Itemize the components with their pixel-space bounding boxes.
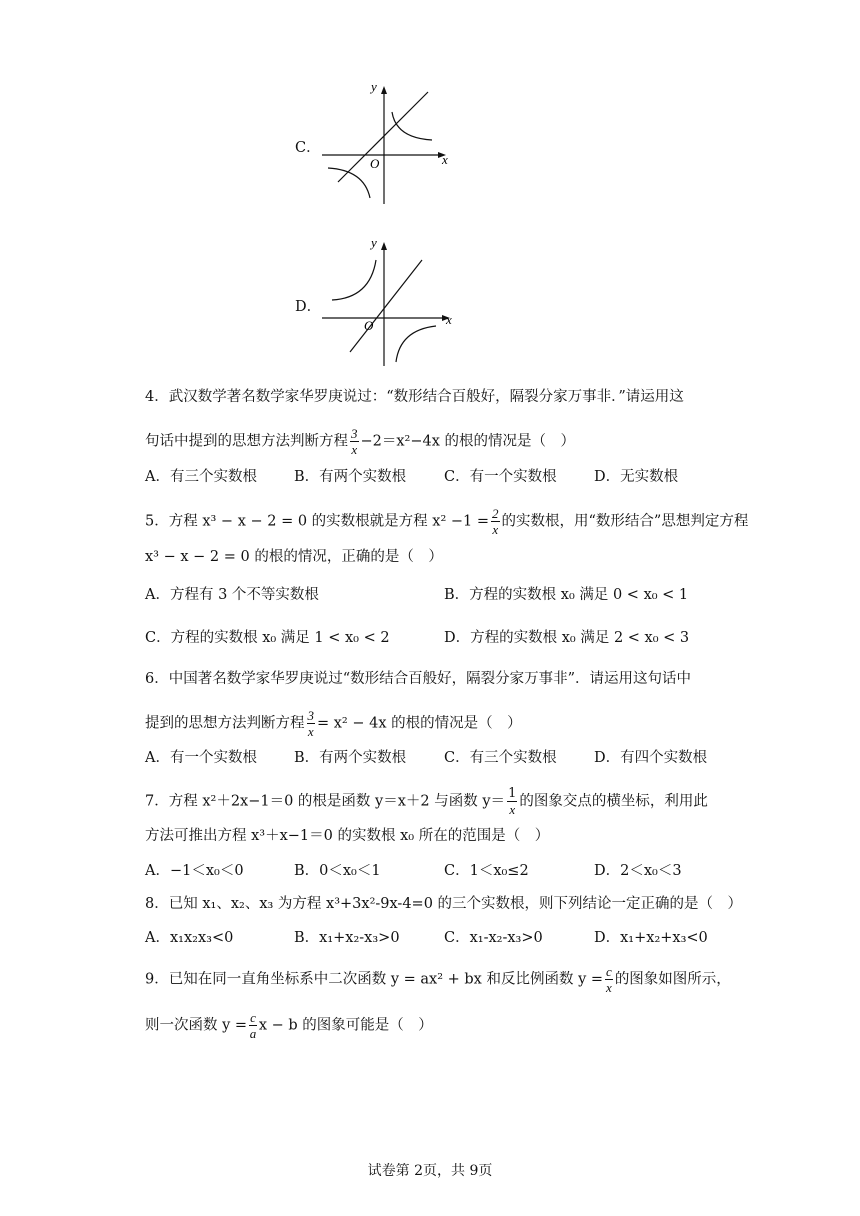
q5-option-b[interactable]: B．方程的实数根 x₀ 满足 0 < x₀ < 1: [444, 587, 689, 603]
hyperbola-branch-q2: [332, 260, 376, 300]
q7-line1-post: 的图象交点的横坐标，利用此: [519, 793, 708, 810]
q9-line1: [145, 964, 731, 995]
q5-option-c[interactable]: C．方程的实数根 x₀ 满足 1 < x₀ < 2: [145, 630, 390, 646]
page-footer: 试卷第 2页，共 9页: [367, 1163, 493, 1179]
q7-line1-pre: 7．方程 x²＋2x−1＝0 的根是函数 y＝x＋2 与函数 y＝: [145, 793, 506, 810]
q6-line2: [145, 708, 522, 739]
q5-line1-pre: 5．方程 x³ − x − 2 = 0 的实数根就是方程 x² −1 =: [145, 513, 490, 530]
hyperbola-branch-q4: [396, 326, 436, 362]
q6-line2-post: = x² − 4x 的根的情况是（ ）: [317, 715, 522, 732]
q6-option-c[interactable]: C．有三个实数根: [444, 750, 557, 766]
q4-frac-num: 3: [351, 426, 358, 441]
q4-option-a[interactable]: A．有三个实数根: [145, 469, 257, 485]
q9-line1-post: 的图象如图所示，: [614, 971, 731, 988]
q8-option-a[interactable]: A．x₁x₂x₃<0: [145, 930, 234, 946]
q6-frac-den: x: [307, 724, 314, 739]
linear-function-line: [350, 260, 422, 352]
q4-line2-pre: 句话中提到的思想方法判断方程: [145, 433, 348, 450]
q8-line1: 8．已知 x₁、x₂、x₃ 为方程 x³+3x²-9x-4=0 的三个实数根，则下列结论一定正确的是（ ）: [145, 896, 743, 912]
graph-c: [320, 78, 455, 208]
q7-line1: [145, 786, 708, 817]
origin-label: O: [370, 156, 380, 171]
graph-c-label: C．: [295, 140, 321, 156]
q5-line1: [145, 506, 748, 537]
q7-frac-num: 1: [508, 786, 517, 801]
q9-fraction-2: [249, 1010, 257, 1041]
q9-line2-post: x − b 的图象可能是（ ）: [258, 1017, 433, 1034]
q9-line2-pre: 则一次函数 y =: [145, 1017, 248, 1034]
q4-line2-post: −2＝x²−4x 的根的情况是（ ）: [360, 433, 576, 450]
axis-x-label: x: [442, 152, 448, 167]
q7-option-b[interactable]: B．0＜x₀＜1: [294, 863, 381, 879]
y-axis-arrow: [381, 86, 387, 94]
q9-frac2-den: a: [249, 1026, 257, 1041]
q9-frac1-den: x: [606, 980, 612, 995]
q9-line2: [145, 1010, 433, 1041]
q5-frac-den: x: [492, 522, 499, 537]
q5-line2: x³ − x − 2 = 0 的根的情况，正确的是（ ）: [145, 549, 443, 565]
q4-option-b[interactable]: B．有两个实数根: [294, 469, 407, 485]
axis-y-label: y: [371, 79, 377, 94]
q4-option-c[interactable]: C．有一个实数根: [444, 469, 557, 485]
q4-option-d[interactable]: D．无实数根: [594, 469, 679, 485]
q5-option-d[interactable]: D．方程的实数根 x₀ 满足 2 < x₀ < 3: [444, 630, 690, 646]
axis-y-label: y: [371, 235, 377, 250]
q9-fraction-1: [605, 964, 613, 995]
q7-option-a[interactable]: A．−1＜x₀＜0: [145, 863, 244, 879]
origin-label: O: [364, 318, 374, 333]
q4-frac-den: x: [351, 442, 358, 457]
q6-option-d[interactable]: D．有四个实数根: [594, 750, 708, 766]
graph-d: [320, 234, 455, 369]
q9-line1-pre: 9．已知在同一直角坐标系中二次函数 y = ax² + bx 和反比例函数 y =: [145, 971, 604, 988]
q8-option-c[interactable]: C．x₁-x₂-x₃>0: [444, 930, 543, 946]
axis-x-label: x: [446, 312, 452, 327]
q5-line1-post: 的实数根，用“数形结合”思想判定方程: [501, 513, 749, 530]
q7-line2: 方法可推出方程 x³＋x−1＝0 的实数根 x₀ 所在的范围是（ ）: [145, 828, 550, 844]
q6-option-a[interactable]: A．有一个实数根: [145, 750, 257, 766]
q7-frac-den: x: [509, 802, 516, 817]
q7-option-d[interactable]: D．2＜x₀＜3: [594, 863, 682, 879]
hyperbola-branch-q3: [328, 168, 370, 198]
q6-option-b[interactable]: B．有两个实数根: [294, 750, 407, 766]
q6-line2-pre: 提到的思想方法判断方程: [145, 715, 305, 732]
q8-option-b[interactable]: B．x₁+x₂-x₃>0: [294, 930, 400, 946]
q4-line1: 4．武汉数学著名数学家华罗庚说过：“数形结合百般好，隔裂分家万事非．”请运用这: [145, 389, 684, 405]
q8-option-d[interactable]: D．x₁+x₂+x₃<0: [594, 930, 708, 946]
q5-fraction: [491, 506, 500, 537]
q7-fraction: [507, 786, 517, 817]
q7-option-c[interactable]: C．1＜x₀≤2: [444, 863, 529, 879]
hyperbola-branch-q1: [392, 112, 432, 140]
q6-line1: 6．中国著名数学家华罗庚说过“数形结合百般好，隔裂分家万事非”．请运用这句话中: [145, 671, 692, 687]
y-axis-arrow: [381, 242, 387, 250]
q6-frac-num: 3: [307, 708, 314, 723]
q5-frac-num: 2: [492, 506, 499, 521]
q5-option-a[interactable]: A．方程有 3 个不等实数根: [145, 587, 319, 603]
q9-frac2-num: c: [250, 1010, 256, 1025]
q4-fraction: [350, 426, 359, 457]
graph-d-label: D．: [295, 299, 322, 315]
q9-frac1-num: c: [606, 964, 612, 979]
q6-fraction: [307, 708, 316, 739]
q4-line2: [145, 426, 575, 457]
